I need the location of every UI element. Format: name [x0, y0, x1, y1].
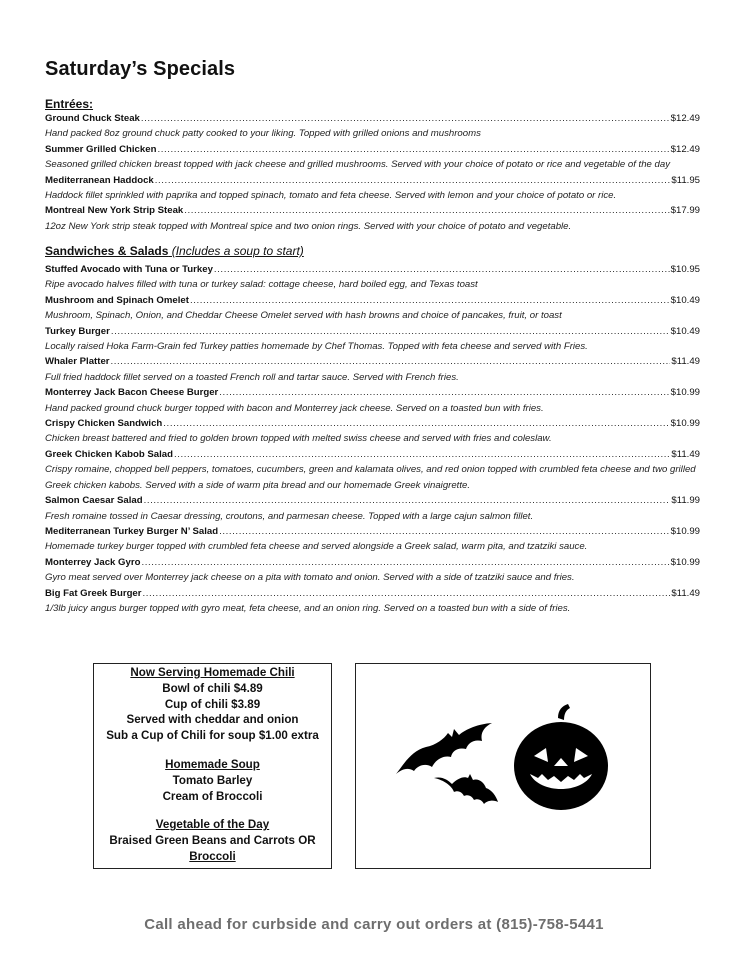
menu-item [45, 555, 700, 586]
dot-leader [144, 493, 671, 508]
menu-item-header [45, 493, 700, 508]
menu-item-price: $12.49 [670, 113, 700, 124]
dot-leader [111, 324, 670, 339]
veg-line: Braised Green Beans and Carrots OR [109, 834, 316, 848]
menu-item [45, 524, 700, 555]
sandwiches-list [45, 262, 700, 616]
menu-item [45, 354, 700, 385]
menu-item-header [45, 324, 700, 339]
menu-item-name: Salmon Caesar Salad [45, 495, 143, 507]
menu-item [45, 385, 700, 416]
menu-item-name: Crispy Chicken Sandwich [45, 418, 163, 430]
menu-item-header [45, 524, 700, 539]
menu-item-name: Greek Chicken Kabob Salad [45, 448, 173, 460]
sandwiches-heading [45, 244, 304, 258]
soup-heading: Homemade Soup [165, 757, 260, 771]
menu-item-header [45, 293, 700, 308]
dot-leader [141, 555, 669, 570]
menu-item-description: Crispy romaine, chopped bell peppers, tomatoes, cucumbers, green and kalamata olives, and red onion topped with crumbled feta cheese and two grilled Greek chicken kabobs. Served with a side of warm pita bread and our homemade Greek vinaigrette. [45, 464, 696, 491]
dot-leader [190, 293, 670, 308]
menu-item-header [45, 354, 700, 369]
menu-item-name: Monterrey Jack Gyro [45, 556, 141, 568]
soup-line: Tomato Barley [172, 773, 253, 787]
menu-item [45, 447, 700, 493]
menu-item-header [45, 586, 700, 601]
dot-leader [174, 447, 670, 462]
menu-item-description: Seasoned grilled chicken breast topped with jack cheese and grilled mushrooms. Served with your choice of potato or rice and vegetable of the day [45, 159, 671, 171]
menu-item-name: Mediterranean Haddock [45, 174, 154, 186]
page-title: Saturday’s Specials [45, 58, 236, 80]
menu-item-name: Mushroom and Spinach Omelet [45, 294, 189, 306]
menu-item-description: 1/3lb juicy angus burger topped with gyro meat, feta cheese, and an onion ring. Served on a toasted bun with a side of fries. [45, 602, 571, 614]
menu-item-name: Mediterranean Turkey Burger N’ Salad [45, 525, 219, 537]
menu-item [45, 416, 700, 447]
sandwiches-heading-label: Sandwiches & Salads [45, 244, 169, 258]
menu-item-description: Locally raised Hoka Farm-Grain fed Turkey patties homemade by Chef Thomas. Topped with feta cheese and served with Fries. [45, 341, 588, 353]
menu-item [45, 324, 700, 355]
menu-item-price: $11.49 [671, 448, 700, 460]
dot-leader [155, 173, 671, 188]
menu-item-price: $11.99 [671, 495, 700, 507]
menu-item-price: $10.99 [670, 525, 700, 537]
menu-item-name: Whaler Platter [45, 356, 110, 368]
veg-line: Broccoli [189, 849, 236, 863]
menu-item-description: Hand packed 8oz ground chuck patty cooked to your liking. Topped with grilled onions and mushrooms [45, 128, 481, 140]
menu-item-header [45, 555, 700, 570]
menu-item-description: Ripe avocado halves filled with tuna or turkey salad: cottage cheese, hard boiled egg, and Texas toast [45, 279, 478, 291]
entrees-list [45, 111, 700, 234]
menu-item-price: $11.95 [671, 174, 700, 186]
entrees-heading: Entrées: [45, 97, 94, 111]
menu-item-header [45, 385, 700, 400]
menu-item-name: Ground Chuck Steak [45, 113, 140, 124]
menu-item-name: Big Fat Greek Burger [45, 587, 142, 599]
menu-item-description: 12oz New York strip steak topped with Montreal spice and two onion rings. Served with your choice of potato and vegetable. [45, 220, 572, 232]
menu-item-name: Turkey Burger [45, 325, 110, 337]
dot-leader [141, 111, 670, 126]
dot-leader [111, 354, 671, 369]
jack-o-lantern-icon [514, 704, 608, 810]
dot-leader [219, 524, 670, 539]
menu-item-header [45, 203, 700, 218]
menu-item-price: $11.49 [671, 587, 700, 599]
menu-item-price: $10.49 [670, 325, 700, 337]
menu-item-price: $12.49 [670, 143, 700, 155]
halloween-art [356, 664, 650, 868]
dot-leader [157, 142, 669, 157]
dot-leader [163, 416, 669, 431]
dot-leader [184, 203, 669, 218]
menu-item-name: Monterrey Jack Bacon Cheese Burger [45, 387, 219, 399]
chili-line: Served with cheddar and onion [126, 713, 299, 727]
veg-heading: Vegetable of the Day [155, 818, 270, 832]
chili-line: Bowl of chili $4.89 [162, 681, 263, 695]
menu-item-price: $10.99 [670, 418, 700, 430]
menu-item-description: Full fried haddock fillet served on a toasted French roll and tartar sauce. Served with French fries. [45, 371, 459, 383]
sandwiches-note: (Includes a soup to start) [168, 244, 304, 258]
menu-item [45, 203, 700, 234]
menu-item [45, 111, 700, 142]
dot-leader [214, 262, 670, 277]
menu-item-price: $11.49 [671, 356, 700, 368]
menu-item [45, 262, 700, 293]
menu-item [45, 293, 700, 324]
menu-item-header [45, 142, 700, 157]
footer-callout: Call ahead for curbside and carry out orders at (815)-758-5441 [144, 916, 604, 933]
menu-item-description: Chicken breast battered and fried to golden brown topped with melted swiss cheese and served with fries and coleslaw. [45, 433, 552, 445]
dot-leader [143, 586, 671, 601]
chili-heading: Now Serving Homemade Chili [130, 666, 295, 679]
menu-item [45, 493, 700, 524]
chili-line: Cup of chili $3.89 [164, 697, 261, 711]
menu-item-header [45, 262, 700, 277]
bat-icon [396, 723, 492, 774]
menu-item-name: Summer Grilled Chicken [45, 143, 157, 155]
menu-item-price: $10.99 [670, 556, 700, 568]
menu-item [45, 586, 700, 617]
menu-item-price: $10.95 [670, 264, 700, 275]
menu-item-price: $10.49 [670, 294, 700, 306]
halloween-art-box [355, 663, 651, 869]
menu-item-header [45, 416, 700, 431]
chili-soup-box [93, 663, 332, 869]
menu-item-price: $10.99 [670, 387, 700, 399]
menu-item-header [45, 111, 700, 126]
menu-item-price: $17.99 [670, 205, 700, 217]
soup-line: Cream of Broccoli [162, 789, 263, 803]
menu-item-header [45, 173, 700, 188]
menu-item-description: Mushroom, Spinach, Onion, and Cheddar Cheese Omelet served with hash browns and choice of pancakes, fruit, or toast [45, 310, 562, 322]
menu-item-description: Gyro meat served over Monterrey jack cheese on a pita with tomato and onion. Served with a side of tzatziki sauce and fries. [45, 572, 575, 584]
menu-item [45, 142, 700, 173]
menu-item-name: Stuffed Avocado with Tuna or Turkey [45, 264, 213, 275]
chili-line: Sub a Cup of Chili for soup $1.00 extra [106, 729, 319, 743]
menu-item-header [45, 447, 700, 462]
menu-item [45, 173, 700, 204]
menu-item-description: Fresh romaine tossed in Caesar dressing, croutons, and parmesan cheese. Topped with a large cajun salmon fillet. [45, 510, 534, 522]
bat-icon [434, 774, 498, 804]
menu-item-name: Montreal New York Strip Steak [45, 205, 184, 217]
menu-item-description: Haddock fillet sprinkled with paprika and topped spinach, tomato and feta cheese. Served with lemon and your choice of potato or rice. [45, 190, 617, 202]
dot-leader [219, 385, 669, 400]
menu-item-description: Homemade turkey burger topped with crumbled feta cheese and served alongside a Greek salad, warm pita, and tzatziki sauce. [45, 541, 588, 553]
menu-item-description: Hand packed ground chuck burger topped with bacon and Monterrey jack cheese. Served on a toasted bun with fries. [45, 402, 544, 414]
